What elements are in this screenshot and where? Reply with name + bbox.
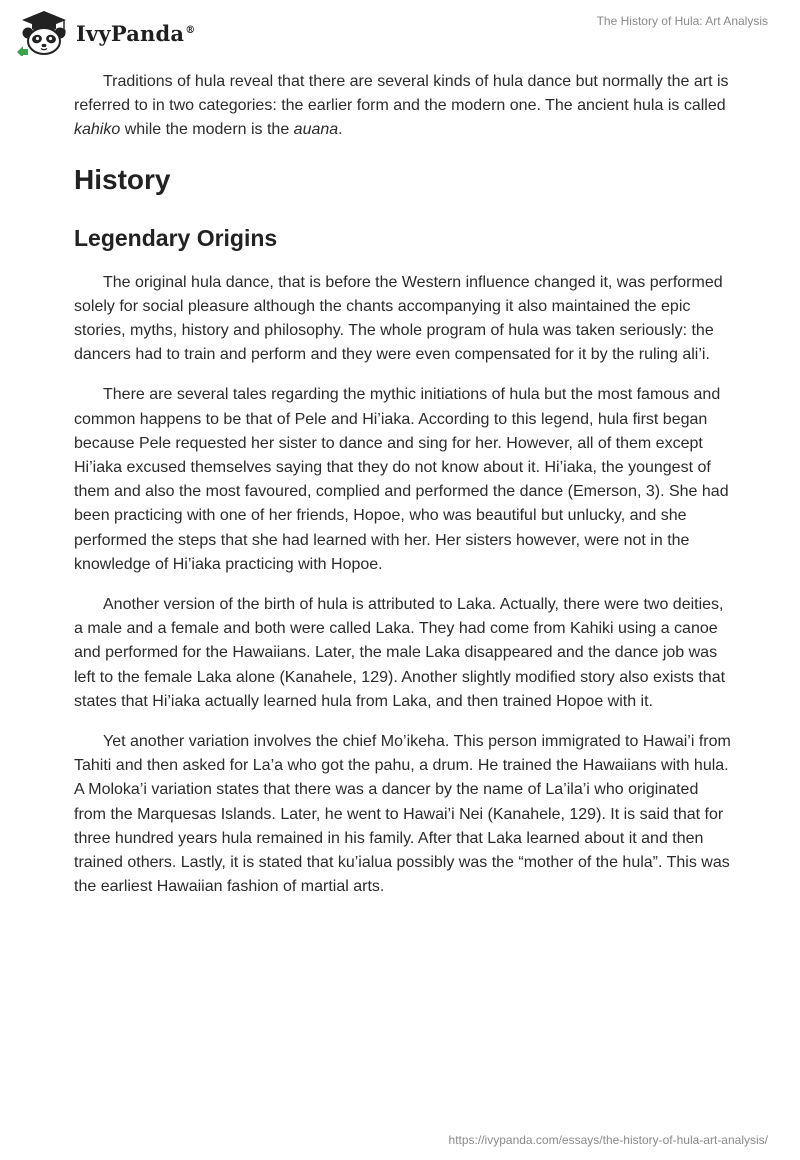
page-header <box>0 0 800 64</box>
registered-mark: ® <box>185 24 196 36</box>
essay-body <box>74 70 734 915</box>
paragraph-laka: Another version of the birth of hula is attributed to Laka. Actually, there were two deities, a male and a female and both were called Laka. They had come from Kahiki using a canoe and performed for the Hawaiians. Later, the male Laka disappeared and the dance job was left to the female Laka alone (Kanahele, 129). Another slightly modified story also exists that states that Hi’iaka actually learned hula from Laka, and then trained Hopoe with it. <box>74 596 726 710</box>
panda-graduate-icon <box>14 8 74 56</box>
source-url[interactable]: https://ivypanda.com/essays/the-history-of-hula-art-analysis/ <box>448 1133 768 1147</box>
paragraph-moikeha: Yet another variation involves the chief Mo’ikeha. This person immigrated to Hawai’i from Tahiti and then asked for La’a who got the pahu, a drum. He trained the Hawaiians with hula. A Moloka’i variation states that there was a dancer by the name of La’ila’i who originated from the Marquesas Islands. Later, he went to Hawai’i Nei (Kanahele, 129). It is said that for three hundred years hula remained in his family. After that Laka learned about it and then trained others. Lastly, it is stated that ku’ialua possibly was the “mother of the hula”. This was the earliest Hawaiian fashion of martial arts. <box>74 733 731 896</box>
term-auana: auana <box>293 121 339 139</box>
term-kahiko: kahiko <box>74 121 121 139</box>
paragraph-pele-hiiaka: There are several tales regarding the mythic initiations of hula but the most famous and common happens to be that of Pele and Hi’iaka. According to this legend, hula first began because Pele requested her sister to dance and sing for her. However, all of them except Hi’iaka excused themselves saying that they do not know about it. Hi’iaka, the youngest of them and also the most favoured, complied and performed the dance (Emerson, 3). She had been practicing with one of her friends, Hopoe, who was beautiful but unlucky, and she performed the steps that she had learned with her. Her sisters however, were not in the knowledge of Hi’iaka practicing with Hopoe. <box>74 386 729 573</box>
document-title: The History of Hula: Art Analysis <box>596 14 768 28</box>
heading-legendary-origins: Legendary Origins <box>74 224 278 251</box>
intro-paragraph: Traditions of hula reveal that there are several kinds of hula dance but normally the art is referred to in two categories: the earlier form and the modern one. The ancient hula is called kahiko while the modern is the auana. <box>74 73 729 139</box>
paragraph-original-hula: The original hula dance, that is before the Western influence changed it, was performed solely for social pleasure although the chants accompanying it also maintained the epic stories, myths, history and philosophy. The whole program of hula was taken seriously: the dancers had to train and perform and they were even compensated for it by the ruling ali’i. <box>74 273 723 364</box>
heading-history: History <box>74 163 171 195</box>
brand-logo[interactable] <box>14 8 195 56</box>
brand-name: IvyPanda® <box>76 20 196 46</box>
